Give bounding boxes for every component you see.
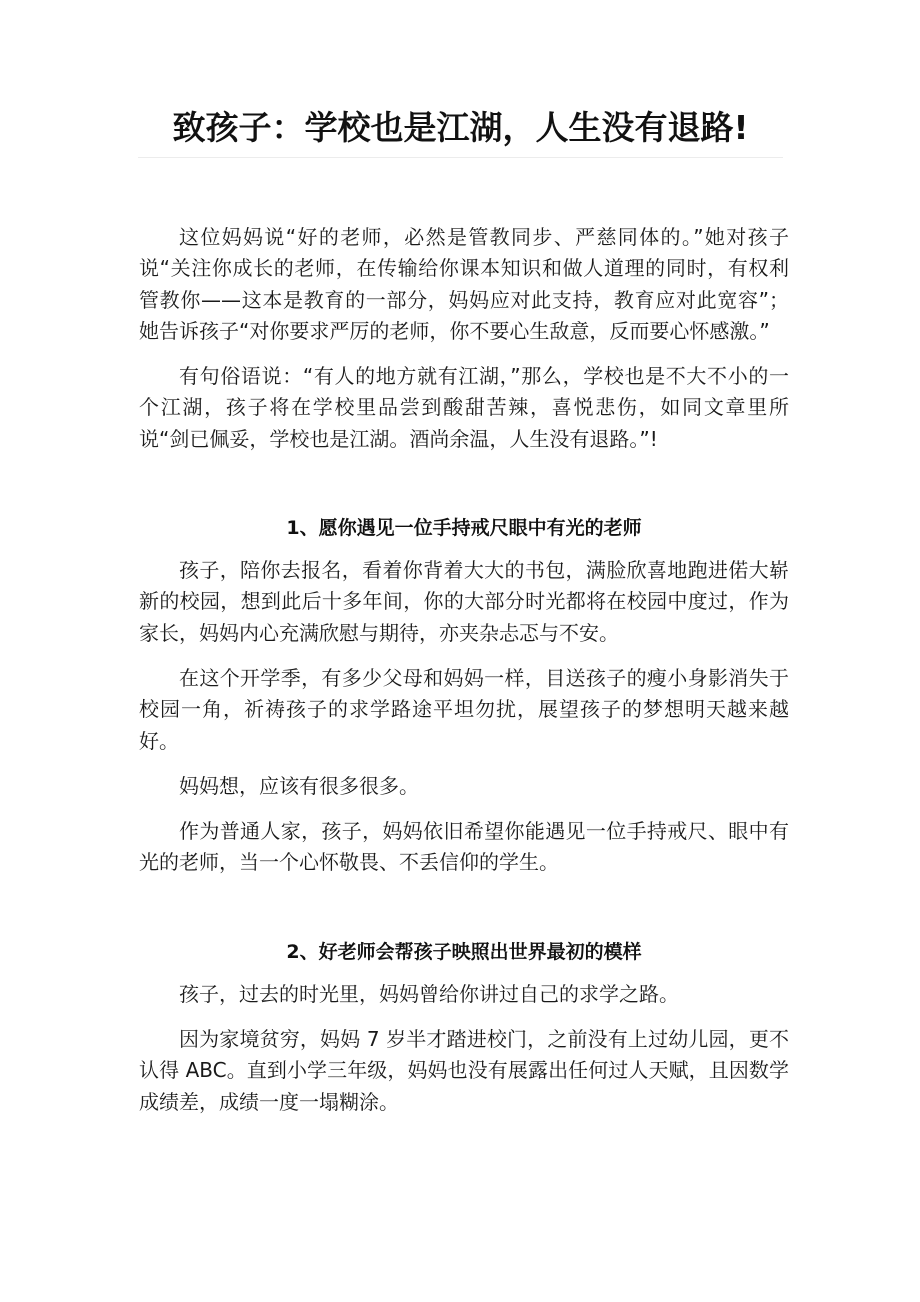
section-heading: 1、愿你遇见一位手持戒尺眼中有光的老师: [286, 517, 642, 540]
section-paragraph: 妈妈想，应该有很多很多。: [179, 773, 419, 798]
intro-paragraph: 这位妈妈说“好的老师，必然是管教同步、严慈同体的。”她对孩子说“关注你成长的老师，在传输给你课本知识和做人道理的同时，有权利管教你——这本是教育的一部分，妈妈应对此支持，教育应对此宽容”；她告诉孩子“对你要求严厉的老师，你不要心生敌意，反而要心怀感激。”: [139, 225, 789, 343]
section-paragraph: 孩子，过去的时光里，妈妈曾给你讲过自己的求学之路。: [179, 981, 679, 1006]
intro-paragraph: 有句俗语说：“有人的地方就有江湖，”那么，学校也是不大不小的一个江湖，孩子将在学校里品尝到酸甜苦辣，喜悦悲伤，如同文章里所说“剑已佩妥，学校也是江湖。酒尚余温，人生没有退路。”!: [139, 364, 789, 451]
section-paragraph: 孩子，陪你去报名，看着你背着大大的书包，满脸欣喜地跑进偌大崭新的校园，想到此后十多年间，你的大部分时光都将在校园中度过，作为家长，妈妈内心充满欣慰与期待，亦夹杂忐忑与不安。: [139, 558, 789, 645]
document-body: [139, 222, 789, 1118]
title-divider: [138, 157, 783, 158]
document-title: 致孩子：学校也是江湖，人生没有退路!: [172, 108, 749, 147]
section-paragraph: 因为家境贫穷，妈妈 7 岁半才踏进校门，之前没有上过幼儿园，更不认得 ABC。直到小学三年级，妈妈也没有展露出任何过人天赋，且因数学成绩差，成绩一度一塌糊涂。: [139, 1027, 789, 1114]
section-heading: 2、好老师会帮孩子映照出世界最初的模样: [286, 940, 642, 963]
section-paragraph: 在这个开学季，有多少父母和妈妈一样，目送孩子的瘦小身影消失于校园一角，祈祷孩子的求学路途平坦勿扰，展望孩子的梦想明天越来越好。: [139, 665, 789, 753]
section-paragraph: 作为普通人家，孩子，妈妈依旧希望你能遇见一位手持戒尺、眼中有光的老师，当一个心怀敬畏、不丢信仰的学生。: [139, 819, 789, 875]
